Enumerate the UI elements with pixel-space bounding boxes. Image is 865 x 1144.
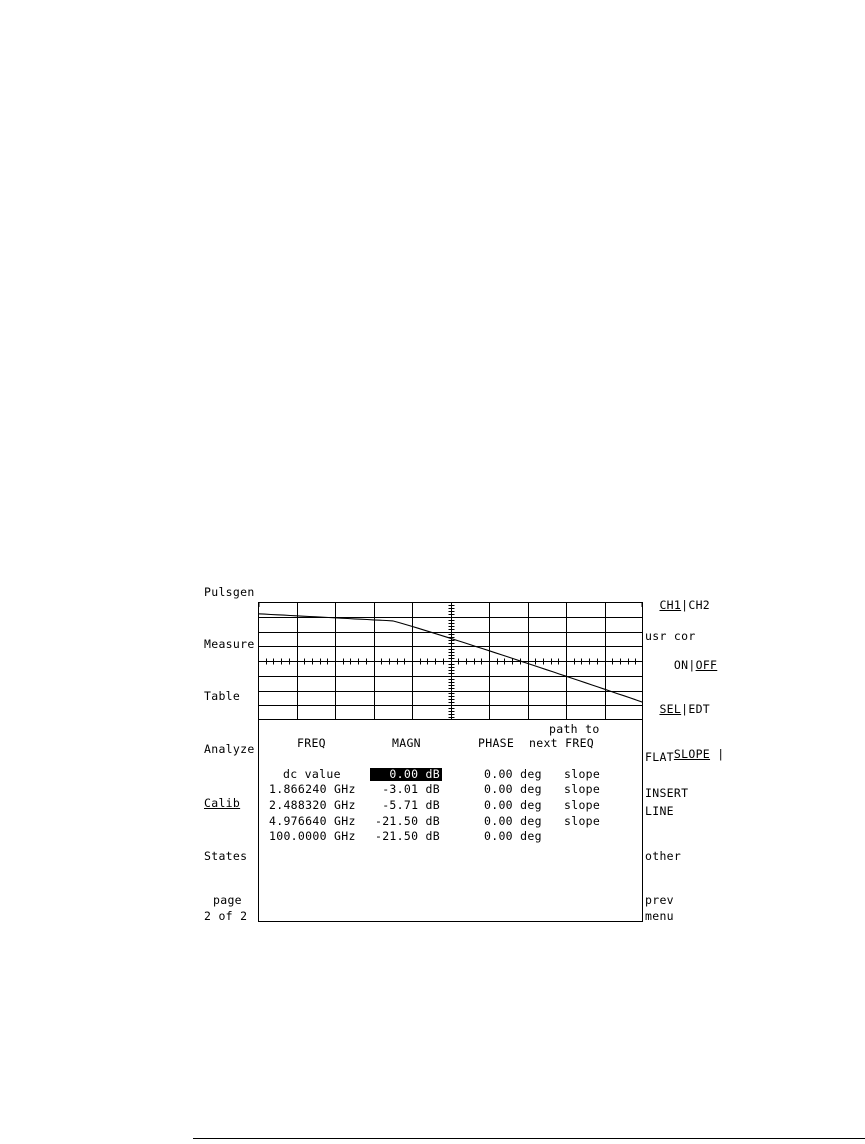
waveform-graticule [258,602,643,720]
row-freq: dc value [283,767,341,781]
page-indicator-line1: page [213,893,242,907]
flat-option[interactable]: FLAT [645,750,674,764]
usr-cor-state[interactable] [645,646,717,685]
row-path: slope [564,798,601,812]
row-freq: 1.866240 GHz [269,782,356,796]
softkey-measure[interactable]: Measure [204,637,255,651]
row-phase: 0.00 deg [484,829,542,843]
insert-line-label-2: LINE [645,804,674,818]
usr-cor-on-option[interactable]: ON [673,658,689,672]
col-header-phase: PHASE [478,736,515,750]
softkey-pulsgen[interactable]: Pulsgen [204,585,255,599]
usr-cor-off-option[interactable]: OFF [695,658,718,672]
col-header-path-1: path to [549,722,600,736]
row-freq: 2.488320 GHz [269,798,356,812]
row-phase: 0.00 deg [484,798,542,812]
page-indicator-line2: 2 of 2 [204,909,248,923]
row-phase: 0.00 deg [484,767,542,781]
row-path: slope [564,782,601,796]
softkey-table[interactable]: Table [204,689,241,703]
usr-cor-label: usr cor [645,629,696,643]
row-magn: -21.50 dB [374,829,440,843]
prev-menu-label-2: menu [645,909,674,923]
softkey-analyze[interactable]: Analyze [204,742,255,756]
row-freq: 100.0000 GHz [269,829,356,843]
slope-flat-separator: | [710,747,725,761]
edt-option[interactable]: EDT [688,702,711,716]
page-bottom-rule [193,1138,865,1139]
row-path: slope [564,767,601,781]
softkey-states[interactable]: States [204,849,248,863]
prev-menu-label-1: prev [645,893,674,907]
row-freq: 4.976640 GHz [269,814,356,828]
table-divider [258,719,643,720]
slope-option[interactable]: SLOPE [673,747,711,761]
row-path: slope [564,814,601,828]
row-magn: -21.50 dB [374,814,440,828]
sel-edt-separator: | [681,702,689,716]
softkey-sel-edt[interactable] [645,690,710,716]
channel-separator: | [681,598,689,612]
row-magn-selected-cell[interactable]: 0.00 dB [370,768,442,781]
row-phase: 0.00 deg [484,782,542,796]
channel-ch1-option[interactable]: CH1 [659,598,682,612]
channel-ch2-option[interactable]: CH2 [688,598,711,612]
col-header-freq: FREQ [297,736,326,750]
row-magn: -3.01 dB [382,782,440,796]
usr-cor-separator: | [688,658,696,672]
softkey-other[interactable]: other [645,849,682,863]
col-header-magn: MAGN [392,736,421,750]
row-magn: -5.71 dB [382,798,440,812]
col-header-path-2: next FREQ [529,736,595,750]
softkey-channel[interactable] [645,586,710,612]
sel-option[interactable]: SEL [659,702,682,716]
insert-line-label-1: INSERT [645,786,689,800]
softkey-calib[interactable]: Calib [204,796,241,810]
row-phase: 0.00 deg [484,814,542,828]
